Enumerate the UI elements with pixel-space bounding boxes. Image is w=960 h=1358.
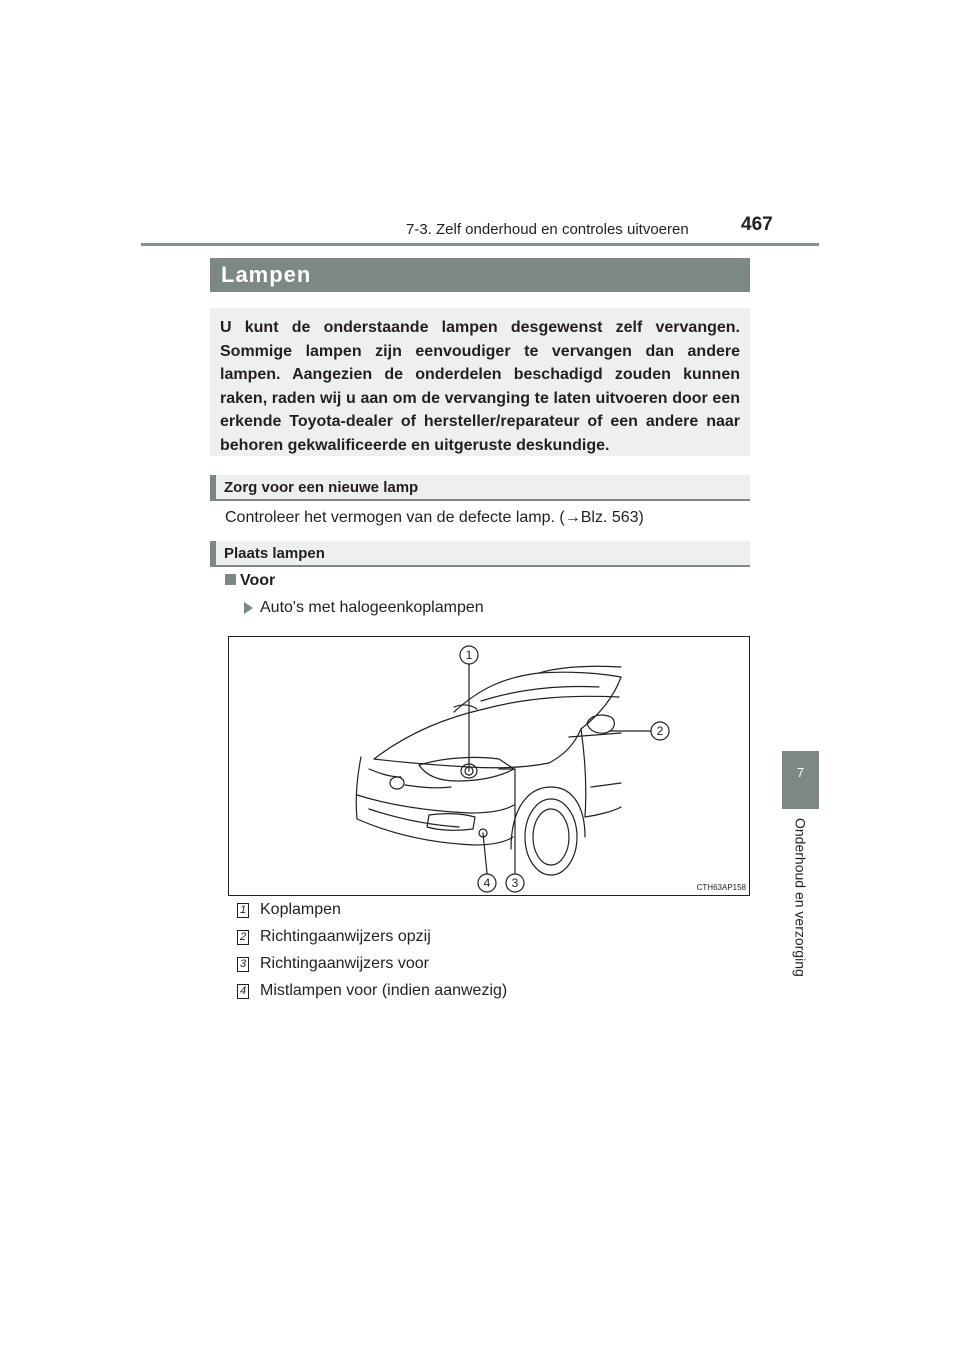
car-front-illustration <box>228 636 750 896</box>
callout-3: 3 <box>511 876 519 890</box>
body-text: Controleer het vermogen van de defecte lamp. (→Blz. 563) <box>225 509 644 526</box>
triangle-bullet-icon <box>244 602 253 614</box>
legend-number: 3 <box>237 957 249 972</box>
subheading-marker <box>210 541 216 567</box>
subheading-text: Plaats lampen <box>224 545 325 562</box>
intro-box <box>210 308 750 456</box>
chapter-side-title <box>782 818 819 998</box>
section-title: 7-3. Zelf onderhoud en controles uitvoeren <box>406 221 689 238</box>
chapter-title-text: Onderhoud en verzorging <box>792 818 809 977</box>
car-drawing <box>229 637 749 895</box>
figure-code: CTH63AP158 <box>696 883 746 892</box>
chapter-tab <box>782 751 819 809</box>
subheading-text: Zorg voor een nieuwe lamp <box>224 479 419 496</box>
section-voor-label: Voor <box>240 572 276 589</box>
legend-text: Richtingaanwijzers voor <box>260 955 429 972</box>
subheading-install-lamps <box>210 541 750 567</box>
chapter-number: 7 <box>796 765 805 780</box>
page-title: Lampen <box>221 262 312 287</box>
intro-text: U kunt de onderstaande lampen desgewenst zelf vervangen. Sommige lampen zijn eenvoudiger te vervangen dan andere lampen. Aangezien de onderdelen beschadigd zouden kunnen raken, raden wij u aan om de vervanging te laten uitvoeren door een erkende Toyota-dealer of hersteller/reparateur of een andere naar behoren gekwalificeerde en uitgeruste deskundige. <box>220 319 740 454</box>
callout-2: 2 <box>656 724 664 738</box>
variant-label: Auto's met halogeenkoplampen <box>260 599 484 616</box>
callout-1: 1 <box>465 648 473 662</box>
subheading-new-lamp <box>210 475 750 501</box>
subheading-marker <box>210 475 216 501</box>
square-bullet-icon <box>225 574 236 585</box>
legend-text: Richtingaanwijzers opzij <box>260 928 431 945</box>
callout-4: 4 <box>483 876 491 890</box>
legend-text: Koplampen <box>260 901 341 918</box>
legend-number: 2 <box>237 930 249 945</box>
legend-number: 4 <box>237 984 249 999</box>
header-rule <box>141 243 819 246</box>
legend-text: Mistlampen voor (indien aanwezig) <box>260 982 508 999</box>
page-number: 467 <box>741 214 773 235</box>
legend-number: 1 <box>237 903 249 918</box>
